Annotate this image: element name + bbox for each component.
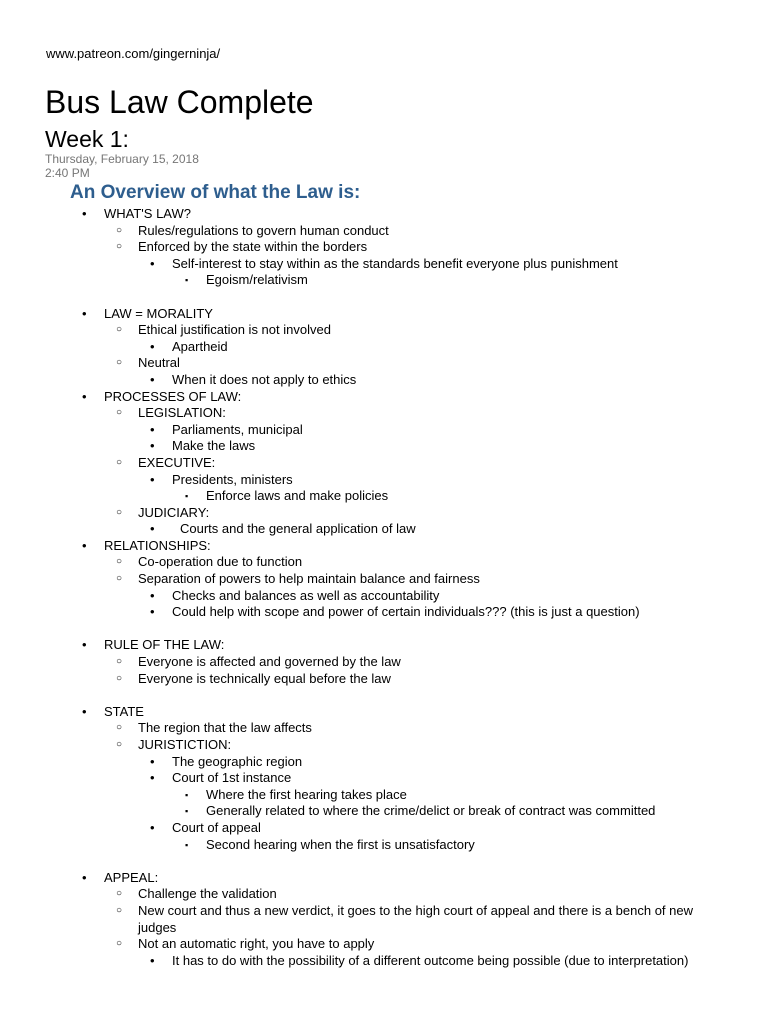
outline-item-text: LAW = MORALITY: [104, 305, 213, 321]
bullet-icon: ○: [116, 904, 123, 916]
outline-item-text: JURISTICTION:: [138, 737, 232, 752]
bullet-icon: •: [150, 471, 155, 487]
bullet-icon: ▪: [185, 275, 189, 286]
outline-item-text: APPEAL:: [104, 869, 159, 885]
outline-item-text: Make the laws: [172, 438, 256, 454]
time-text: 2:40 PM: [45, 166, 90, 180]
outline-item-level-1: [0, 206, 768, 223]
outline-item-level-3: [0, 820, 768, 837]
outline-item-level-2: [0, 322, 768, 339]
outline-item-text: Court of appeal: [172, 819, 261, 835]
notes-outline: [0, 206, 768, 969]
outline-item-level-3: [0, 256, 768, 273]
bullet-icon: •: [150, 952, 155, 968]
outline-item-text: STATE: [104, 703, 144, 719]
outline-item-level-2: [0, 886, 768, 903]
outline-item-level-3: [0, 472, 768, 489]
bullet-icon: ○: [116, 456, 123, 468]
outline-item-level-3: [0, 588, 768, 605]
outline-item-text: Self-interest to stay within as the standards benefit everyone plus punishment: [172, 255, 618, 271]
outline-item-text: EXECUTIVE:: [138, 454, 216, 470]
outline-item-level-2: [0, 239, 768, 256]
outline-item-text: Where the first hearing takes place: [206, 786, 407, 802]
timestamp: [45, 152, 199, 180]
bullet-icon: ○: [116, 506, 123, 518]
bullet-icon: •: [82, 703, 87, 719]
outline-item-level-4: [0, 837, 768, 854]
outline-item-text: Presidents, ministers: [172, 471, 293, 487]
outline-item-level-4: [0, 787, 768, 804]
outline-item-level-3: [0, 521, 768, 538]
bullet-icon: ○: [116, 241, 123, 253]
outline-item-level-3: [0, 422, 768, 439]
outline-item-text: Second hearing when the first is unsatisfactory: [206, 836, 475, 852]
outline-item-level-2: [0, 554, 768, 571]
bullet-icon: •: [150, 421, 155, 437]
bullet-icon: •: [82, 869, 87, 885]
outline-item-level-3: [0, 438, 768, 455]
outline-item-text: Generally related to where the crime/delict or break of contract was committed: [206, 803, 656, 819]
outline-item-text: Enforced by the state within the borders: [138, 239, 368, 255]
outline-item-level-1: [0, 538, 768, 555]
outline-item-level-3: [0, 754, 768, 771]
outline-item-text: Everyone is affected and governed by the law: [138, 654, 401, 670]
outline-item-level-1: [0, 870, 768, 887]
outline-item-text: RULE OF THE LAW:: [104, 637, 225, 653]
bullet-icon: •: [150, 438, 155, 454]
outline-item-text: The region that the law affects: [138, 720, 312, 736]
outline-item-level-3: [0, 372, 768, 389]
source-url: www.patreon.com/gingerninja/: [46, 46, 221, 61]
bullet-icon: •: [82, 537, 87, 553]
outline-item-text: Neutral: [138, 355, 180, 371]
outline-item-text: Enforce laws and make policies: [206, 488, 389, 504]
outline-item-text: PROCESSES OF LAW:: [104, 388, 242, 404]
bullet-icon: ○: [116, 324, 123, 336]
outline-item-text: RELATIONSHIPS:: [104, 537, 211, 553]
outline-item-text: Challenge the validation: [138, 886, 277, 902]
outline-item-level-1: [0, 704, 768, 721]
bullet-icon: •: [150, 255, 155, 271]
bullet-icon: ▪: [185, 491, 189, 502]
bullet-icon: ○: [116, 888, 123, 900]
bullet-icon: •: [150, 521, 155, 537]
page-title: Bus Law Complete: [45, 84, 314, 120]
outline-item-level-3: [0, 339, 768, 356]
outline-item-text: WHAT'S LAW?: [104, 206, 191, 221]
outline-item-text: When it does not apply to ethics: [172, 371, 357, 387]
outline-item-level-4: [0, 488, 768, 505]
outline-item-level-2: [0, 654, 768, 671]
outline-item-text: New court and thus a new verdict, it goes to the high court of appeal and there is a bench of new judges: [138, 902, 694, 935]
outline-item-text: Egoism/relativism: [206, 272, 308, 288]
outline-item-level-1: [0, 306, 768, 323]
bullet-icon: •: [82, 637, 87, 653]
outline-item-text: JUDICIARY:: [138, 504, 210, 520]
bullet-icon: •: [82, 388, 87, 404]
outline-item-level-2: [0, 720, 768, 737]
outline-item-level-2: [0, 936, 768, 953]
bullet-icon: ○: [116, 938, 123, 950]
outline-item-text: Courts and the general application of law: [180, 521, 416, 537]
bullet-icon: •: [150, 587, 155, 603]
bullet-icon: ○: [116, 573, 123, 585]
outline-item-text: Rules/regulations to govern human conduct: [138, 222, 389, 238]
bullet-icon: ○: [116, 672, 123, 684]
bullet-icon: •: [150, 753, 155, 769]
outline-item-text: Checks and balances as well as accountability: [172, 587, 440, 603]
bullet-icon: •: [82, 305, 87, 321]
outline-item-text: LEGISLATION:: [138, 405, 226, 421]
bullet-icon: •: [150, 338, 155, 354]
outline-item-text: Could help with scope and power of certain individuals??? (this is just a question): [172, 604, 640, 620]
outline-item-level-2: [0, 455, 768, 472]
outline-item-level-2: [0, 737, 768, 754]
date-text: Thursday, February 15, 2018: [45, 152, 199, 166]
outline-item-level-4: [0, 803, 768, 820]
outline-item-level-3: [0, 770, 768, 787]
bullet-icon: ▪: [185, 806, 189, 817]
outline-item-level-4: [0, 272, 768, 289]
outline-item-text: The geographic region: [172, 753, 303, 769]
outline-item-level-3: [0, 604, 768, 621]
outline-item-level-2: [0, 571, 768, 588]
outline-item-level-2: [0, 223, 768, 240]
outline-item-level-2: [0, 355, 768, 372]
outline-item-text: Apartheid: [172, 338, 228, 354]
bullet-icon: •: [150, 770, 155, 786]
bullet-icon: ▪: [185, 789, 189, 800]
bullet-icon: •: [150, 604, 155, 620]
bullet-icon: ○: [116, 656, 123, 668]
outline-item-level-2: [0, 671, 768, 688]
outline-item-text: Everyone is technically equal before the law: [138, 670, 391, 686]
outline-item-text: Ethical justification is not involved: [138, 322, 331, 338]
outline-item-level-1: [0, 389, 768, 406]
bullet-icon: •: [82, 206, 87, 221]
bullet-icon: ○: [116, 407, 123, 419]
outline-item-level-1: [0, 637, 768, 654]
bullet-icon: ○: [116, 722, 123, 734]
outline-item-level-2: [0, 903, 698, 936]
outline-item-text: Court of 1st instance: [172, 770, 292, 786]
bullet-icon: •: [150, 819, 155, 835]
section-heading: An Overview of what the Law is:: [70, 182, 361, 203]
outline-item-level-3: [0, 953, 768, 970]
bullet-icon: ○: [116, 739, 123, 750]
outline-item-level-2: [0, 505, 768, 522]
bullet-icon: ○: [116, 556, 123, 568]
bullet-icon: •: [150, 371, 155, 387]
bullet-icon: ○: [116, 357, 123, 369]
bullet-icon: ○: [116, 224, 123, 236]
outline-item-text: Separation of powers to help maintain balance and fairness: [138, 571, 480, 587]
outline-item-text: Co-operation due to function: [138, 554, 303, 570]
outline-item-text: It has to do with the possibility of a different outcome being possible (due to interpretation): [172, 952, 689, 968]
page-subtitle: Week 1:: [45, 126, 129, 152]
outline-item-level-2: [0, 405, 768, 422]
bullet-icon: ▪: [185, 839, 189, 850]
outline-item-text: Not an automatic right, you have to apply: [138, 936, 375, 952]
outline-item-text: Parliaments, municipal: [172, 421, 303, 437]
